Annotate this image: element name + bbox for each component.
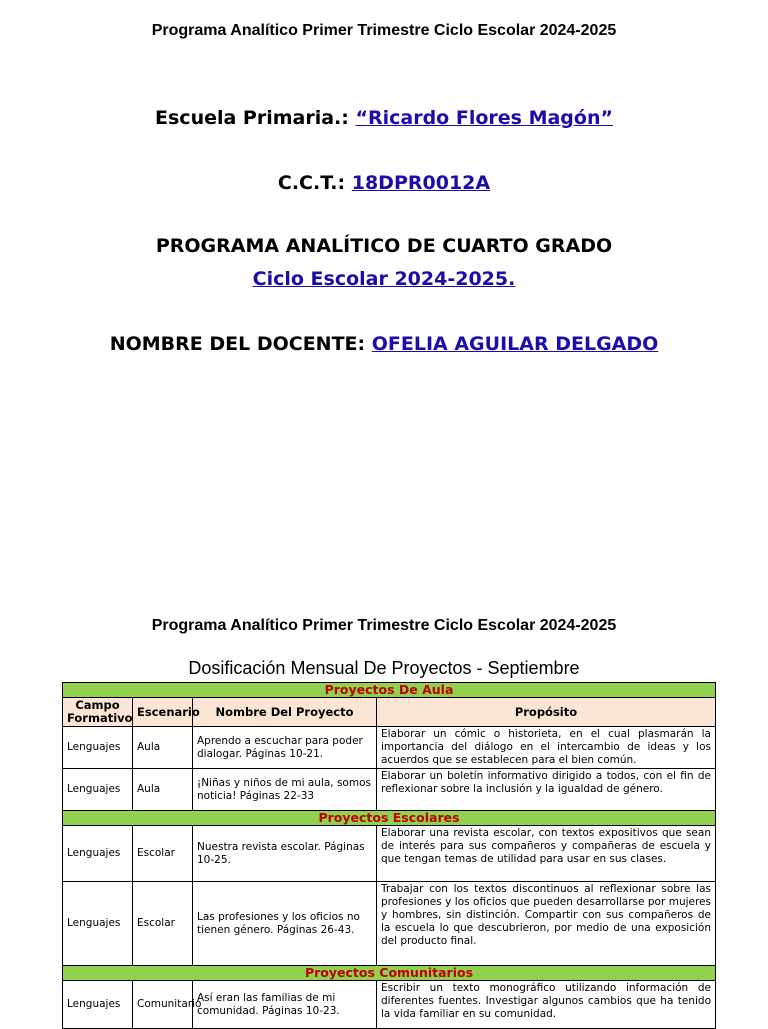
cell-proposito: Escribir un texto monográfico utilizando información de diferentes fuentes. Investigar algunos cambios que ha tenido la vida familiar en su comunidad. xyxy=(377,981,716,1029)
cell-proyecto: ¡Niñas y niños de mi aula, somos noticia! Páginas 22-33 xyxy=(193,769,377,811)
cct-line xyxy=(0,172,768,194)
cell-escenario: Escolar xyxy=(133,882,193,966)
docente-label: NOMBRE DEL DOCENTE: xyxy=(109,333,366,355)
page1-header: Programa Analítico Primer Trimestre Ciclo Escolar 2024-2025 xyxy=(151,22,617,39)
cell-proyecto: Aprendo a escuchar para poder dialogar. Páginas 10-21. xyxy=(193,727,377,769)
col-header-escenario: Escenario xyxy=(133,698,193,727)
section-row xyxy=(63,811,716,826)
cell-escenario: Escolar xyxy=(133,826,193,882)
cell-escenario: Comunitario xyxy=(133,981,193,1029)
cct-value-link[interactable]: 18DPR0012A xyxy=(351,172,491,194)
section-title: Proyectos De Aula xyxy=(63,683,716,698)
projects-table xyxy=(62,682,716,1029)
cell-proyecto: Así eran las familias de mi comunidad. Páginas 10-23. xyxy=(193,981,377,1029)
cell-proyecto: Las profesiones y los oficios no tienen género. Páginas 26-43. xyxy=(193,882,377,966)
ciclo-line xyxy=(0,268,768,290)
cell-proposito: Elaborar un boletín informativo dirigido a todos, con el fin de reflexionar sobre la inclusión y la igualdad de género. xyxy=(377,769,716,811)
table-row xyxy=(63,826,716,882)
docente-name-link[interactable]: OFELIA AGUILAR DELGADO xyxy=(371,333,659,355)
section-row xyxy=(63,683,716,698)
cell-proposito: Trabajar con los textos discontinuos al reflexionar sobre las profesiones y los oficios que pueden desarrollarse por mujeres y hombres, sin distinción. Compartir con sus compañeros de la escuela lo que descubrieron, por medio de una exposición del producto final. xyxy=(377,882,716,966)
table-title: Dosificación Mensual De Proyectos - Septiembre xyxy=(188,658,580,678)
cell-proyecto: Nuestra revista escolar. Páginas 10-25. xyxy=(193,826,377,882)
cell-escenario: Aula xyxy=(133,769,193,811)
cell-proposito: Elaborar una revista escolar, con textos expositivos que sean de interés para sus compañeros y compañeras de escuela y que tengan temas de utilidad para usar en sus clases. xyxy=(377,826,716,882)
escuela-line xyxy=(0,107,768,129)
cell-escenario: Aula xyxy=(133,727,193,769)
cell-proposito: Elaborar un cómic o historieta, en el cual plasmarán la importancia del diálogo en el intercambio de ideas y los acuerdos que se establecen para el bien común. xyxy=(377,727,716,769)
escuela-name-link[interactable]: “Ricardo Flores Magón” xyxy=(355,107,613,129)
cell-campo: Lenguajes xyxy=(63,882,133,966)
cell-campo: Lenguajes xyxy=(63,981,133,1029)
col-header-campo: Campo Formativo xyxy=(63,698,133,727)
section-title: Proyectos Escolares xyxy=(63,811,716,826)
ciclo-link[interactable]: Ciclo Escolar 2024-2025. xyxy=(252,268,516,290)
page2-header: Programa Analítico Primer Trimestre Ciclo Escolar 2024-2025 xyxy=(151,617,617,634)
programa-title: PROGRAMA ANALÍTICO DE CUARTO GRADO xyxy=(155,235,613,257)
table-row xyxy=(63,727,716,769)
column-header-row xyxy=(63,698,716,727)
col-header-proposito: Propósito xyxy=(377,698,716,727)
table-row xyxy=(63,769,716,811)
docente-line xyxy=(0,333,768,355)
table-row xyxy=(63,981,716,1029)
cct-label: C.C.T.: xyxy=(277,172,346,194)
cell-campo: Lenguajes xyxy=(63,769,133,811)
table-row xyxy=(63,882,716,966)
section-title: Proyectos Comunitarios xyxy=(63,966,716,981)
section-row xyxy=(63,966,716,981)
cell-campo: Lenguajes xyxy=(63,826,133,882)
col-header-proyecto: Nombre Del Proyecto xyxy=(193,698,377,727)
escuela-label: Escuela Primaria.: xyxy=(155,107,349,129)
cell-campo: Lenguajes xyxy=(63,727,133,769)
